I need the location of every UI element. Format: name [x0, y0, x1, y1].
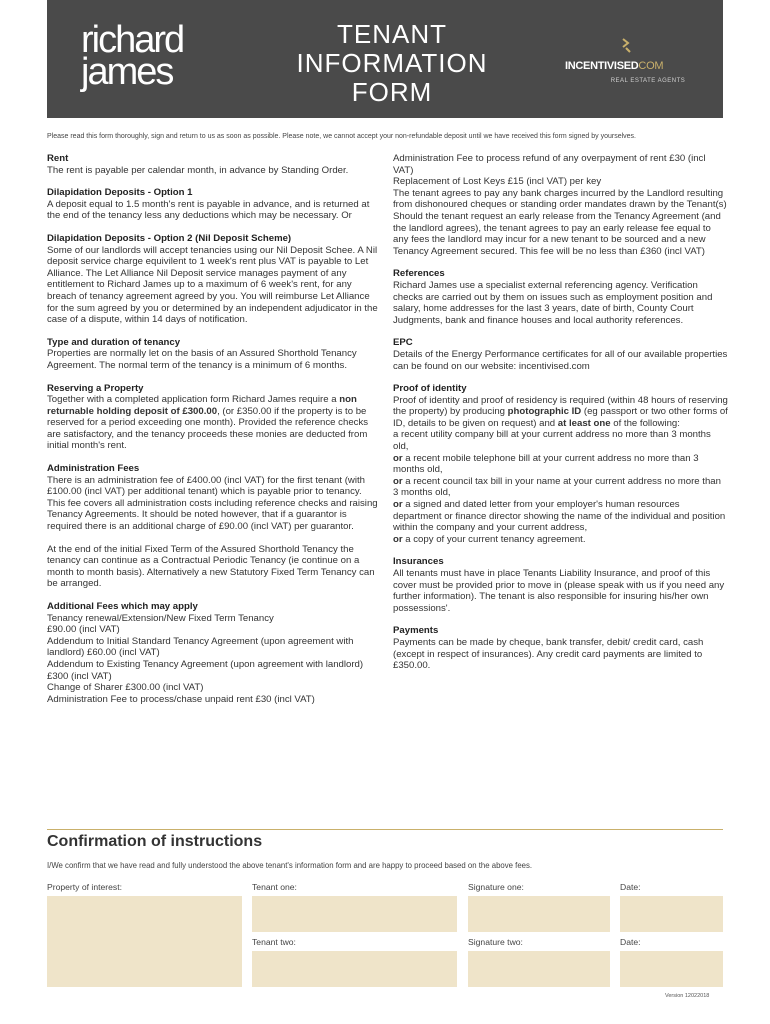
section-heading: Administration Fees	[47, 463, 140, 475]
section-rent	[47, 153, 382, 176]
logo-line-2: james	[81, 51, 173, 93]
body-text: (eg passport or two other forms of ID, details to be given on request) and	[393, 406, 728, 429]
body-text: of the following: a recent utility company bill at your current address no more than 3 months old,	[393, 417, 711, 453]
tenant-one-field[interactable]	[252, 896, 457, 932]
left-column	[47, 153, 382, 716]
brand-bold: INCENTIVISED	[565, 60, 639, 72]
section-heading: Reserving a Property	[47, 382, 144, 394]
property-label: Property of interest:	[47, 882, 122, 892]
body-text: a copy of your current tenancy agreement.	[402, 533, 586, 545]
confirmation-text: I/We confirm that we have read and fully understood the above tenant's information form and are happy to proceed based on the above fees.	[47, 861, 533, 870]
body-bold: photographic ID	[507, 406, 582, 418]
signature-two-label: Signature two:	[468, 937, 523, 947]
body-bold: non returnable holding deposit of £300.00	[47, 394, 357, 417]
body-bold: at least one	[557, 417, 611, 429]
tenant-one-label: Tenant one:	[252, 882, 297, 892]
section-tenancy-type	[47, 337, 382, 372]
body-text: Together with a completed application form Richard James require a	[47, 394, 340, 406]
section-body: At the end of the initial Fixed Term of the Assured Shorthold Tenancy the tenancy can continue as a Contractual Periodic Tenancy (ie continue on a month to month basis). Alternatively a new Statutory Fixed Term Tenancy can be arranged.	[47, 543, 375, 590]
section-proof-of-identity	[393, 383, 728, 545]
section-heading: EPC	[393, 337, 413, 349]
section-body: Richard James use a specialist external referencing agency. Verification checks are carried out by them on issues such as employment position and salary, home addresses for the last 3 years, date of birth, County Court Judgments, bank and finance houses and local authority references.	[393, 279, 713, 326]
section-body: All tenants must have in place Tenants Liability Insurance, and proof of this cover must be provided prior to move in (please speak with us if you need any further information). The tenant is also responsible for insuring his/her own possessions'.	[393, 568, 725, 614]
section-body: Some of our landlords will accept tenancies using our Nil Deposit Schee. A Nil deposit service charge equivilent to 1 week's rent plus VAT is payable to Let Alliance. The Let Alliance Nil Deposit service manages payment of any entitlement to Richard James up to a maximum of 6 week's rent, for any breach of tenancy agreement agreed by you. You will reimburse Let Alliance for the sum agreed by you or determined by an independent adjudicator in the case of a dispute, within 14 days of notification.	[47, 244, 378, 326]
section-heading: Proof of identity	[393, 383, 467, 395]
incentivised-logo-icon	[620, 38, 634, 54]
section-reserving	[47, 383, 382, 453]
date-one-field[interactable]	[620, 896, 723, 932]
section-dilapidation-1	[47, 187, 382, 222]
tenant-two-field[interactable]	[252, 951, 457, 987]
section-heading: References	[393, 268, 445, 280]
section-heading: Insurances	[393, 556, 444, 568]
body-text: Proof of identity and proof of residency is required (within 48 hours of reserving the property) by producing	[393, 394, 728, 418]
section-body: Payments can be made by cheque, bank transfer, debit/ credit card, cash (except in respect of insurances). Any credit card payments are limited to £350.00.	[393, 636, 704, 672]
section-admin-fees	[47, 463, 382, 533]
brand-suffix: COM	[638, 60, 664, 72]
section-fixed-term	[47, 544, 382, 590]
date-two-field[interactable]	[620, 951, 723, 987]
richard-james-logo	[81, 19, 211, 93]
section-heading: Dilapidation Deposits - Option 1	[47, 187, 193, 199]
section-heading: Type and duration of tenancy	[47, 336, 181, 348]
property-of-interest-field[interactable]	[47, 896, 242, 987]
section-body: Tenancy renewal/Extension/New Fixed Term Tenancy £90.00 (incl VAT) Addendum to Initial Standard Tenancy Agreement (upon agreement with landlord) £60.00 (incl VAT) Addendum to Existing Tenancy Agreement (upon agreement with landlord) £300 (incl VAT) Change of Sharer £300.00 (incl VAT) Administration Fee to process/chase unpaid rent £30 (incl VAT)	[47, 612, 364, 705]
title-line-1: TENANT	[337, 19, 447, 49]
body-text: , (or £350.00 if the property is to be reserved for a period exceeding one month). Provided the reference checks are satisfactory, and the tenancy proceeds these monies are deducted from initial month's rent.	[47, 405, 369, 452]
section-references	[393, 268, 728, 326]
intro-text: Please read this form thoroughly, sign and return to us as soon as possible. Please note, we cannot accept your non-refundable deposit until we have received this form signed by yourselves.	[47, 133, 636, 140]
version-text: Version 12022018	[665, 993, 710, 999]
brand-subtitle: REAL ESTATE AGENTS	[610, 78, 686, 84]
date-two-label: Date:	[620, 937, 641, 947]
confirmation-title: Confirmation of instructions	[47, 833, 263, 850]
section-heading: Rent	[47, 153, 69, 164]
section-additional-fees	[47, 601, 382, 705]
date-one-label: Date:	[620, 882, 641, 892]
section-body: Details of the Energy Performance certificates for all of our available properties can be found on our website: incentivised.com	[393, 348, 728, 372]
signature-one-label: Signature one:	[468, 882, 524, 892]
body-text: a signed and dated letter from your employer's human resources department or finance director showing the name of the individual and position within the company and your current address,	[393, 499, 726, 534]
or-bold: or	[393, 475, 403, 487]
section-heading: Dilapidation Deposits - Option 2 (Nil Deposit Scheme)	[47, 232, 292, 244]
body-text: a recent council tax bill in your name at your current address no more than 3 months old,	[393, 475, 721, 499]
section-body: Properties are normally let on the basis of an Assured Shorthold Tenancy Agreement. The normal term of the tenancy is a minimum of 6 months.	[47, 348, 357, 371]
body-text: a recent mobile telephone bill at your current address no more than 3 months old,	[393, 452, 699, 476]
section-dilapidation-2	[47, 233, 382, 326]
incentivised-logo-text	[565, 60, 715, 72]
section-body: A deposit equal to 1.5 month's rent is payable in advance, and is returned at the end of the tenancy less any deductions which may be necessary. Or	[47, 198, 370, 222]
section-body: Administration Fee to process refund of any overpayment of rent £30 (incl VAT) Replacement of Lost Keys £15 (incl VAT) per key The tenant agrees to pay any bank charges incurred by the Landlord resulting from dishonoured cheques or standing order mandates drawn by the Tenant(s) Should the tenant request an early release from the Tenancy Agreement (and the landlord agrees), the tenant agrees to pay an early release fee equal to any fees the landlord may incur for a new tenant to be sourced and a new Tenancy Agreement secured. This fee will be no less than £360 (incl VAT)	[393, 153, 727, 257]
section-heading: Additional Fees which may apply	[47, 601, 198, 612]
title-line-2: INFORMATION	[296, 48, 488, 78]
section-insurances	[393, 556, 728, 614]
or-bold: or	[393, 452, 403, 464]
divider	[47, 829, 723, 830]
title-line-3: FORM	[351, 77, 433, 107]
right-column	[393, 153, 728, 683]
signature-one-field[interactable]	[468, 896, 610, 932]
tenant-two-label: Tenant two:	[252, 937, 296, 947]
section-body: The rent is payable per calendar month, in advance by Standing Order.	[47, 164, 349, 176]
form-title	[272, 20, 512, 107]
or-bold: or	[393, 533, 403, 545]
section-epc	[393, 337, 728, 372]
section-fees-continued	[393, 153, 728, 257]
section-body	[393, 395, 728, 546]
header-banner	[47, 0, 723, 118]
section-heading: Payments	[393, 625, 439, 637]
section-payments	[393, 625, 728, 671]
signature-two-field[interactable]	[468, 951, 610, 987]
section-body: There is an administration fee of £400.00 (incl VAT) for the first tenant (with £100.00 (incl VAT) per additional tenant) which is payable prior to tenancy. This fee covers all administration costs including reference checks and raising Tenancy Agreements. It should be noted however, that if a guarantor is required there is an additional charge of £90.00 (incl VAT) per guarantor.	[47, 474, 378, 533]
logo-line-1: richard	[81, 19, 184, 61]
or-bold: or	[393, 499, 403, 511]
section-body	[47, 394, 382, 452]
